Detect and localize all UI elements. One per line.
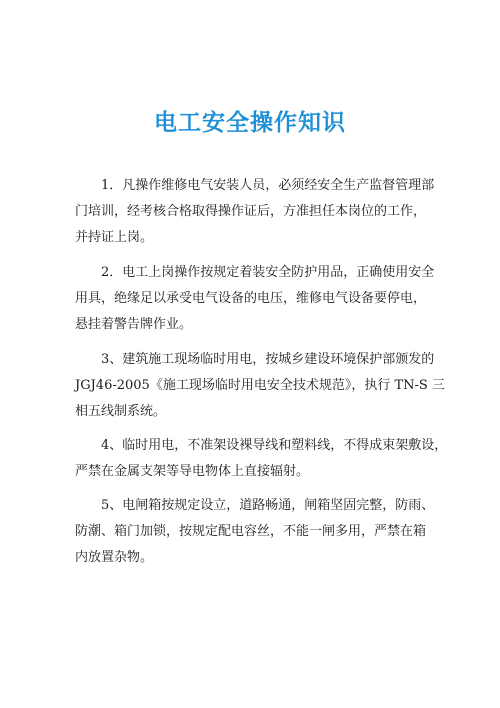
paragraph-3 [75, 347, 445, 425]
document-title: 电工安全操作知识 [154, 110, 346, 136]
paragraph-line: 5、电闸箱按规定设立，道路畅通，闸箱坚固完整，防雨、 [101, 498, 435, 513]
paragraph-line: 悬挂着警告牌作业。 [75, 317, 193, 332]
paragraph-line: 内放置杂物。 [75, 550, 154, 565]
paragraph-line: 严禁在金属支架等导电物体上直接辐射。 [75, 464, 310, 479]
paragraph-line: JGJ46-2005《施工现场临时用电安全技术规范》，执行 TN-S 三 [75, 378, 445, 393]
paragraph-2 [75, 260, 445, 338]
paragraph-5 [75, 493, 445, 571]
paragraph-line: 门培训，经考核合格取得操作证后，方准担任本岗位的工作， [75, 204, 427, 219]
paragraph-1 [75, 173, 445, 251]
paragraph-line: 用具，绝缘足以承受电气设备的电压，维修电气设备要停电， [75, 291, 427, 306]
paragraph-line: 3、建筑施工现场临时用电，按城乡建设环境保护部颁发的 [101, 352, 435, 367]
paragraph-line: 1．凡操作维修电气安装人员，必须经安全生产监督管理部 [101, 178, 435, 193]
paragraph-line: 并持证上岗。 [75, 230, 154, 245]
paragraph-line: 相五线制系统。 [75, 404, 167, 419]
paragraph-line: 2．电工上岗操作按规定着装安全防护用品，正确使用安全 [101, 265, 435, 280]
paragraph-line: 4、临时用电，不准架设裸导线和塑料线，不得成束架敷设， [101, 438, 448, 453]
paragraph-4 [75, 433, 448, 485]
paragraph-line: 防潮、箱门加锁，按规定配电容丝，不能一闸多用，严禁在箱 [75, 524, 427, 539]
